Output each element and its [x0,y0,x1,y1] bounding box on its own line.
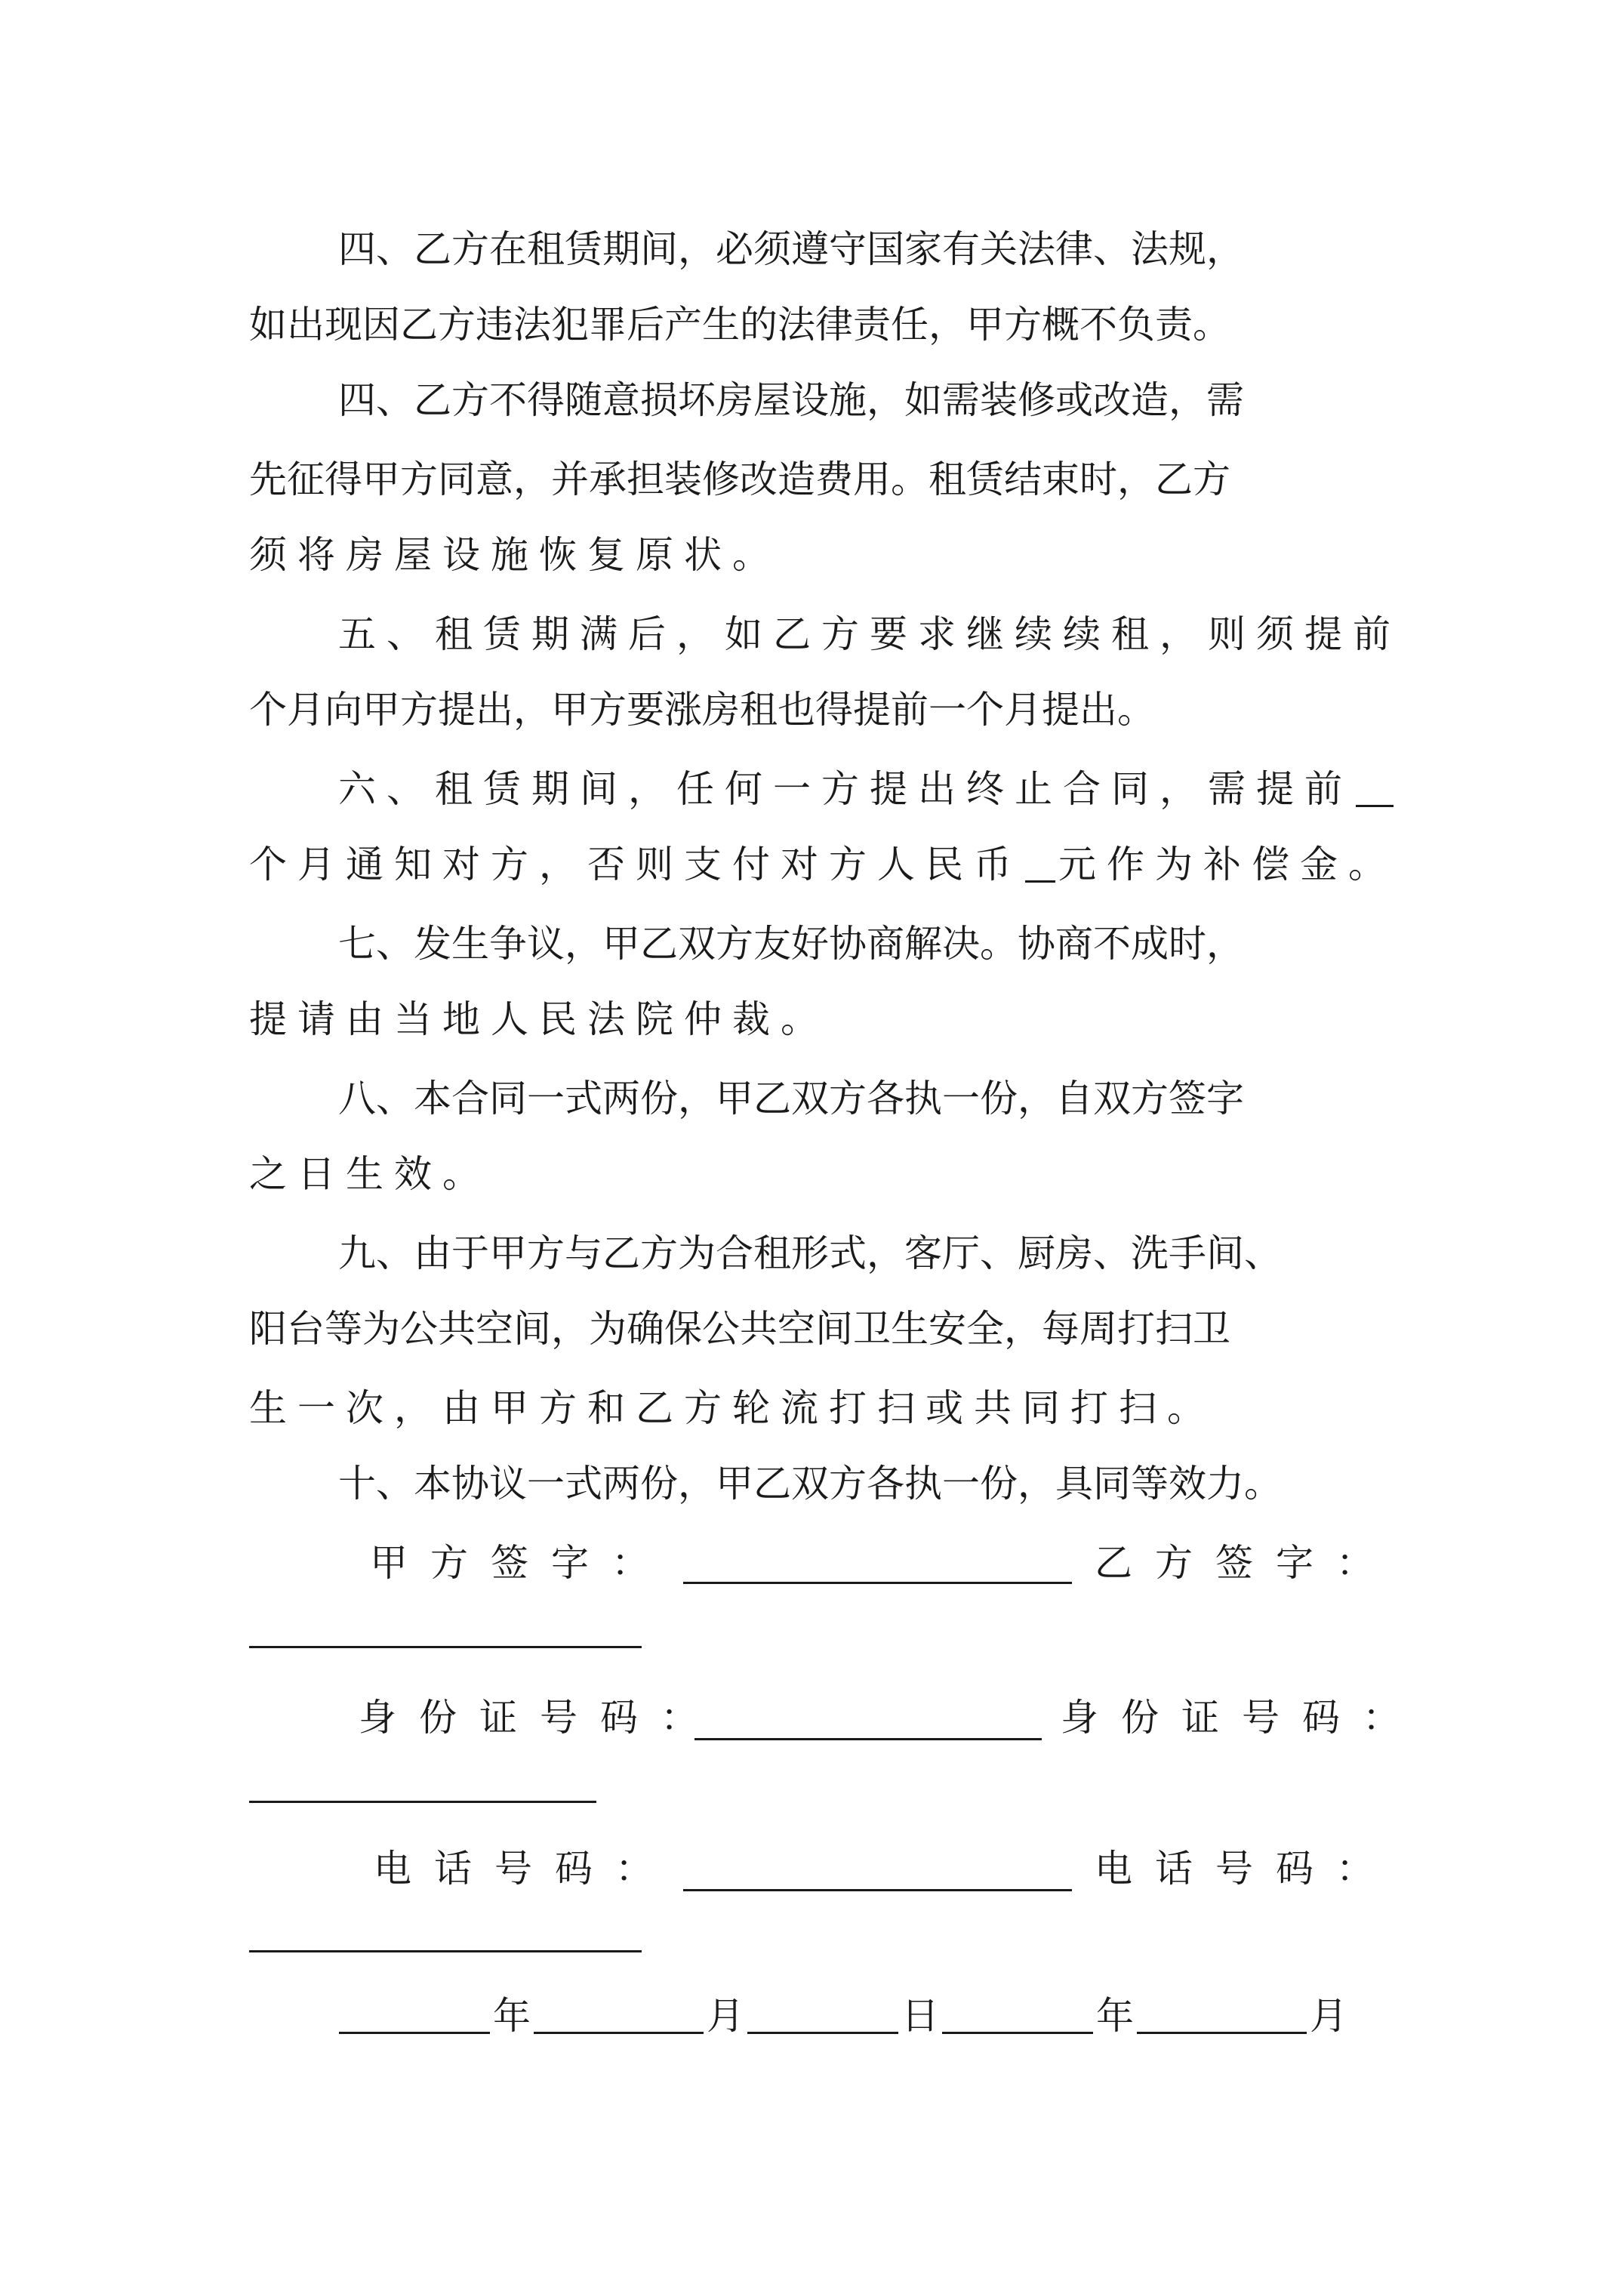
clause-text: 个月通知对方，否则支付对方人民币 [249,843,1022,886]
clause-text: 五、租赁期满后，如乙方要求继续续租，则须提前 [338,612,1401,656]
clause-text: 之日生效。 [249,1152,491,1196]
clause-text: 个月向甲方提出，甲方要涨房租也得提前一个月提出。 [249,688,1155,732]
clause-6-line-2 [249,838,1397,891]
clause-4b-line-1 [338,374,1397,427]
clause-9-line-1 [338,1227,1397,1280]
clause-4b-line-3 [249,529,1397,581]
party-b-month-blank[interactable] [1137,1999,1307,2034]
clause-7-line-1 [338,917,1397,970]
clause-text: 元作为补偿金。 [1058,843,1397,886]
year-label: 年 [493,1994,531,2038]
month-label: 月 [707,1994,744,2038]
clause-text: 如出现因乙方违法犯罪后产生的法律责任，甲方概不负责。 [249,303,1230,347]
clause-text: 四、乙方在租赁期间，必须遵守国家有关法律、法规， [338,227,1244,271]
clause-text: 六、租赁期间，任何一方提出终止合同，需提前 [338,767,1353,811]
month-label: 月 [1310,1994,1347,2038]
party-a-id-line[interactable] [694,1738,1042,1740]
clause-text: 八、本合同一式两份，甲乙双方各执一份，自双方签字 [338,1077,1244,1120]
party-a-phone-line[interactable] [683,1889,1072,1891]
clause-10-line-1 [338,1457,1397,1510]
party-b-year-blank[interactable] [942,1999,1093,2034]
clause-text: 生一次，由甲方和乙方轮流打扫或共同打扫。 [249,1386,1215,1430]
party-a-year-blank[interactable] [339,1999,490,2034]
clause-text: 九、由于甲方与乙方为合租形式，客厅、厨房、洗手间、 [338,1231,1282,1275]
clause-text: 七、发生争议，甲乙双方友好协商解决。协商不成时， [338,922,1244,966]
clause-6-line-1 [338,763,1397,815]
party-a-day-blank[interactable] [747,1999,898,2034]
party-b-phone-label: 电话号码： [1095,1847,1397,1891]
clause-4a-line-2 [249,298,1397,351]
clause-7-line-2 [249,993,1397,1046]
clause-text: 阳台等为公共空间，为确保公共空间卫生安全，每周打扫卫 [249,1307,1230,1351]
clause-9-line-3 [249,1382,1397,1435]
notice-months-blank[interactable] [1356,772,1394,807]
year-label: 年 [1096,1994,1134,2038]
clause-text: 提请由当地人民法院仲裁。 [249,997,829,1041]
clause-text: 十、本协议一式两份，甲乙双方各执一份，具同等效力。 [338,1462,1282,1505]
party-b-id-label: 身份证号码： [1061,1696,1423,1740]
clause-5-line-2 [249,683,1397,736]
party-a-signature-label: 甲方签字： [370,1541,672,1585]
party-a-month-blank[interactable] [534,1999,704,2034]
clause-4b-line-2 [249,453,1397,506]
party-a-signature-line[interactable] [683,1582,1072,1584]
day-label: 日 [901,1994,939,2038]
date-row [336,1989,1347,2042]
party-a-phone-label: 电话号码： [374,1847,676,1891]
clause-4a-line-1 [338,223,1397,276]
clause-9-line-2 [249,1302,1397,1355]
party-a-id-label: 身份证号码： [359,1696,721,1740]
clause-8-line-1 [338,1072,1397,1125]
party-b-signature-label: 乙方签字： [1095,1541,1397,1585]
clause-text: 须将房屋设施恢复原状。 [249,533,781,577]
clause-5-line-1 [338,608,1401,661]
clause-text: 四、乙方不得随意损坏房屋设施，如需装修或改造，需 [338,378,1244,422]
clause-text: 先征得甲方同意，并承担装修改造费用。租赁结束时，乙方 [249,458,1230,501]
compensation-amount-blank[interactable] [1025,847,1055,883]
party-b-id-line[interactable] [249,1801,596,1803]
party-b-phone-line[interactable] [249,1950,642,1952]
clause-8-line-2 [249,1148,1397,1200]
party-b-signature-line[interactable] [249,1646,642,1648]
